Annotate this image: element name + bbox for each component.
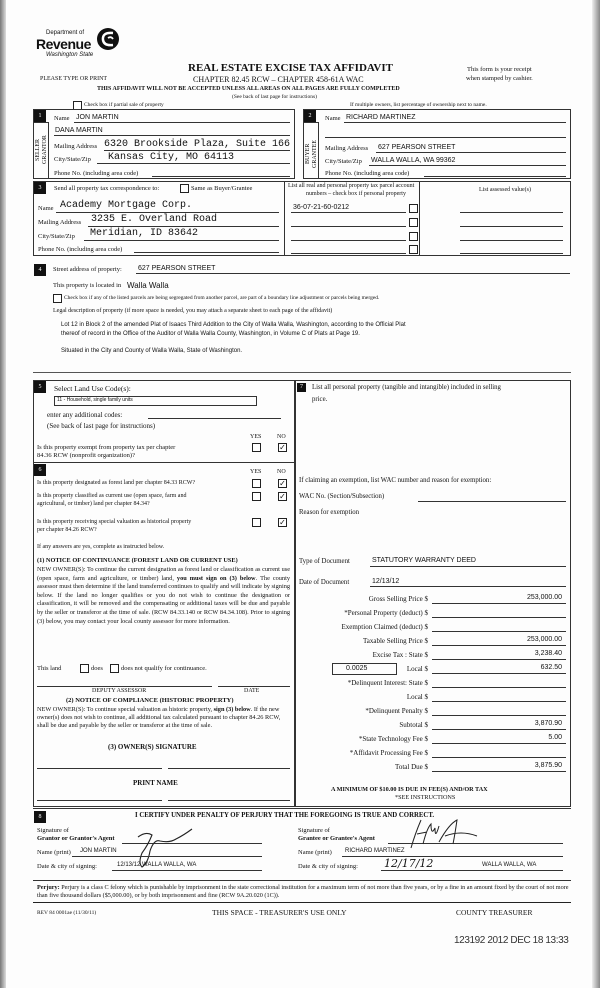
personal-property-deduct-line bbox=[432, 617, 566, 618]
section-2-number: 2 bbox=[304, 110, 316, 122]
form-title: REAL ESTATE EXCISE TAX AFFIDAVIT bbox=[188, 62, 393, 74]
delinquent-penalty-label: *Delinquent Penalty $ bbox=[365, 707, 428, 715]
notice-compliance-title: (2) NOTICE OF COMPLIANCE (HISTORIC PROPERTY) bbox=[66, 697, 234, 704]
excise-tax-state-line bbox=[432, 659, 566, 660]
perjury-certification: I CERTIFY UNDER PENALTY OF PERJURY THAT THE FOREGOING IS TRUE AND CORRECT. bbox=[135, 812, 435, 819]
forest-land-question: Is this property designated as forest land per chapter 84.33 RCW? bbox=[37, 480, 196, 486]
corr-address[interactable]: 3235 E. Overland Road bbox=[91, 214, 218, 225]
buyer-top-divider bbox=[303, 122, 318, 123]
subtotal-value[interactable]: 3,870.90 bbox=[534, 720, 562, 727]
seller-city[interactable]: Kansas City, MO 64113 bbox=[108, 152, 235, 163]
located-in-label: This property is located in bbox=[53, 282, 122, 289]
grantee-date-label: Date & city of signing: bbox=[298, 863, 358, 870]
same-as-buyer-checkbox[interactable] bbox=[180, 184, 189, 193]
affidavit-processing-fee-line bbox=[432, 757, 566, 758]
grantor-date-line bbox=[112, 870, 262, 871]
see-instructions-note: *SEE INSTRUCTIONS bbox=[395, 794, 456, 801]
exempt-no-checkbox[interactable]: ✓ bbox=[279, 443, 286, 452]
state-technology-fee-value[interactable]: 5.00 bbox=[548, 734, 562, 741]
grantee-name-label: Name (print) bbox=[298, 849, 332, 856]
wac-number-label: WAC No. (Section/Subsection) bbox=[299, 493, 385, 500]
partial-sale-label: Check box if partial sale of property bbox=[84, 102, 164, 108]
exempt-yes-checkbox[interactable] bbox=[252, 443, 261, 452]
excise-tax-state-label: Excise Tax : State $ bbox=[372, 651, 428, 659]
exemption-claimed-line bbox=[432, 631, 566, 632]
form-subtitle: CHAPTER 82.45 RCW – CHAPTER 458-61A WAC bbox=[193, 75, 364, 84]
does-label: does bbox=[91, 665, 103, 672]
property-located[interactable]: Walla Walla bbox=[127, 281, 169, 290]
grantor-signature-label-2: Grantor or Grantor's Agent bbox=[37, 835, 115, 842]
parcel-number-1[interactable]: 36-07-21-60-0212 bbox=[293, 204, 350, 211]
seller-phone-label: Phone No. (including area code) bbox=[54, 170, 139, 177]
seller-top-divider bbox=[33, 122, 48, 123]
grantee-signature-label-2: Grantee or Grantee's Agent bbox=[298, 835, 375, 842]
corr-name[interactable]: Academy Mortgage Corp. bbox=[60, 200, 193, 211]
multiple-owners-note: If multiple owners, list percentage of ownership next to name. bbox=[350, 102, 487, 108]
corr-phone-line bbox=[134, 252, 279, 253]
section5-bottom-rule bbox=[33, 462, 295, 463]
notice-compliance-body bbox=[37, 706, 290, 731]
grantor-name[interactable]: JON MARTIN bbox=[80, 848, 117, 854]
corr-address-line bbox=[88, 226, 279, 227]
grantor-label: GRANTOR bbox=[42, 135, 48, 165]
see-back-note: (See back of last page for instructions) bbox=[232, 94, 317, 100]
seller-city-line bbox=[97, 163, 290, 164]
print-name-line-2 bbox=[168, 800, 290, 801]
section-7-number: 7 bbox=[297, 383, 306, 392]
parcel-line-4 bbox=[291, 253, 406, 254]
logo-swirl-icon bbox=[96, 27, 120, 51]
treasurer-stamp: 123192 2012 DEC 18 13:33 bbox=[454, 935, 569, 946]
legal-description-line-2[interactable]: thereof of record in the Office of the Auditor of Walla Walla County, Washington, in Volume C of Plats at Page 19. bbox=[61, 331, 360, 337]
subtotal-label: Subtotal $ bbox=[399, 721, 428, 729]
qualifies-does-checkbox[interactable] bbox=[80, 664, 89, 673]
land-use-no-header: NO bbox=[277, 434, 286, 440]
please-type-label: PLEASE TYPE OR PRINT bbox=[40, 76, 108, 82]
section-3-number: 3 bbox=[34, 182, 46, 194]
delinquent-interest-state-label: *Delinquent Interest: State $ bbox=[347, 679, 428, 687]
land-use-yes-header: YES bbox=[250, 434, 262, 440]
current-use-question-1: Is this property classified as current use (open space, farm and bbox=[37, 493, 187, 499]
logo-line2: Revenue bbox=[36, 36, 91, 52]
excise-tax-local-label: Local $ bbox=[406, 665, 428, 673]
segregated-label: Check box if any of the listed parcels are being segregated from another parcel, are part of a boundary line adjustment or parcels being merged. bbox=[64, 295, 380, 301]
corr-city-line bbox=[84, 240, 279, 241]
perjury-bold-label: Perjury: bbox=[37, 884, 60, 891]
assessed-header: List assessed value(s) bbox=[479, 187, 531, 193]
warning-text: THIS AFFIDAVIT WILL NOT BE ACCEPTED UNLESS ALL AREAS ON ALL PAGES ARE FULLY COMPLETED bbox=[97, 86, 400, 92]
notice2-bold: sign (3) below bbox=[213, 706, 251, 713]
affidavit-processing-fee-label: *Affidavit Processing Fee $ bbox=[349, 749, 428, 757]
parcel-header-1: List all real and personal property tax parcel account bbox=[288, 183, 415, 189]
document-date-line bbox=[370, 586, 566, 587]
taxable-selling-price-value[interactable]: 253,000.00 bbox=[526, 636, 562, 643]
scan-edge-right bbox=[592, 0, 600, 988]
current-use-no-checkbox[interactable]: ✓ bbox=[279, 492, 286, 501]
exemption-label: If claiming an exemption, list WAC number and reason for exemption: bbox=[299, 477, 492, 484]
document-type[interactable]: STATUTORY WARRANTY DEED bbox=[372, 557, 476, 564]
if-yes-instruction: If any answers are yes, complete as instructed below. bbox=[37, 544, 165, 550]
land-use-see-back: (See back of last page for instructions) bbox=[47, 422, 156, 430]
historic-question-2: per chapter 84.26 RCW? bbox=[37, 527, 97, 533]
notice-continuance-title: (1) NOTICE OF CONTINUANCE (FOREST LAND OR CURRENT USE) bbox=[37, 557, 238, 564]
additional-codes-label: enter any additional codes: bbox=[47, 411, 123, 419]
legal-description-line-1[interactable]: Lot 12 in Block 2 of the amended Plat of Isaacs Third Addition to the City of Walla Walla, Washington, according to the Official Plat bbox=[61, 322, 406, 328]
receipt-note-2: when stamped by cashier. bbox=[466, 75, 533, 82]
section-5-number: 5 bbox=[34, 381, 46, 393]
buyer-address-label: Mailing Address bbox=[325, 145, 369, 152]
buyer-address[interactable]: 627 PEARSON STREET bbox=[378, 144, 456, 151]
historic-yes-checkbox[interactable] bbox=[252, 518, 261, 527]
buyer-city-label: City/State/Zip bbox=[325, 158, 362, 165]
seller-phone-line bbox=[152, 176, 290, 177]
personal-property-label-2: price. bbox=[312, 396, 328, 403]
exempt-question-line-2: 84.36 RCW (nonprofit organization)? bbox=[37, 452, 135, 459]
excise-tax-local-value[interactable]: 632.50 bbox=[540, 664, 562, 671]
grantee-signature[interactable] bbox=[405, 814, 480, 854]
receipt-note-1: This form is your receipt bbox=[467, 66, 532, 73]
document-type-label: Type of Document bbox=[299, 558, 350, 565]
corr-city-label: City/State/Zip bbox=[38, 233, 75, 240]
grantor-signature-label-1: Signature of bbox=[37, 827, 69, 834]
section4-bottom-rule bbox=[33, 372, 571, 373]
logo-line1: Department of bbox=[46, 30, 85, 36]
total-due-line bbox=[432, 771, 566, 772]
grantee-label: GRANTEE bbox=[312, 140, 318, 168]
seller-address[interactable]: 6320 Brookside Plaza, Suite 166 bbox=[104, 139, 291, 150]
treasurer-space-label: THIS SPACE - TREASURER'S USE ONLY bbox=[212, 908, 347, 917]
seller-name-line bbox=[74, 122, 290, 123]
gross-selling-price-value[interactable]: 253,000.00 bbox=[526, 594, 562, 601]
buyer-name-line bbox=[344, 122, 566, 123]
assessor-date-label: DATE bbox=[244, 688, 260, 694]
perjury-bottom-rule bbox=[33, 902, 571, 903]
qualifies-does-not-checkbox[interactable] bbox=[110, 664, 119, 673]
buyer-phone-label: Phone No. (including area code) bbox=[325, 170, 410, 177]
same-as-buyer-label: Same as Buyer/Grantee bbox=[191, 185, 253, 192]
seller-address-line bbox=[104, 150, 290, 151]
parcel-line-1 bbox=[291, 212, 406, 213]
dor-logo bbox=[36, 27, 116, 67]
property-street[interactable]: 627 PEARSON STREET bbox=[138, 265, 216, 272]
scan-edge-left bbox=[0, 0, 6, 988]
historic-no-checkbox[interactable]: ✓ bbox=[279, 518, 286, 527]
logo-line3: Washington State bbox=[46, 52, 94, 58]
exemption-claimed-label: Exemption Claimed (deduct) $ bbox=[341, 623, 428, 631]
send-correspondence-label: Send all property tax correspondence to: bbox=[54, 185, 160, 192]
parcel-header-2: numbers – check box if personal property bbox=[306, 191, 406, 197]
buyer-label: BUYER bbox=[305, 143, 311, 165]
parcel-2-personal-checkbox[interactable] bbox=[409, 218, 418, 227]
street-address-label: Street address of property: bbox=[53, 266, 122, 273]
delinquent-interest-local-line bbox=[432, 701, 566, 702]
state-technology-fee-label: *State Technology Fee $ bbox=[358, 735, 428, 743]
county-treasurer-label: COUNTY TREASURER bbox=[456, 908, 533, 917]
grantor-name-label: Name (print) bbox=[37, 849, 71, 856]
seller-name2-line bbox=[54, 135, 290, 136]
subtotal-line bbox=[432, 729, 566, 730]
seller-side-label bbox=[35, 126, 47, 174]
excise-tax-local-line bbox=[432, 673, 566, 674]
corr-name-line bbox=[56, 212, 279, 213]
minimum-fee-note: A MINIMUM OF $10.00 IS DUE IN FEE(S) AND/OR TAX bbox=[331, 786, 488, 793]
seller-name-2[interactable]: DANA MARTIN bbox=[55, 127, 103, 134]
delinquent-interest-local-label: Local $ bbox=[406, 693, 428, 701]
parcel-4-personal-checkbox[interactable] bbox=[409, 245, 418, 254]
local-rate-value: 0.0025 bbox=[346, 665, 368, 672]
total-due-label: Total Due $ bbox=[395, 763, 428, 771]
document-type-line bbox=[370, 566, 566, 567]
legal-description-line-3[interactable]: Situated in the City and County of Walla Walla, State of Washington. bbox=[61, 348, 243, 354]
grantee-signature-label-1: Signature of bbox=[298, 827, 330, 834]
parcel-1-personal-checkbox[interactable] bbox=[409, 204, 418, 213]
buyer-name-label: Name bbox=[325, 115, 341, 122]
excise-tax-state-value[interactable]: 3,238.40 bbox=[534, 650, 562, 657]
parcel-3-personal-checkbox[interactable] bbox=[409, 232, 418, 241]
assessed-line-2 bbox=[460, 226, 563, 227]
section-6-number: 6 bbox=[34, 464, 46, 476]
parcel-line-2 bbox=[291, 226, 406, 227]
land-use-selected: 11 - Household, single family units bbox=[57, 397, 133, 403]
seller-label: SELLER bbox=[35, 139, 41, 161]
exemption-reason-label: Reason for exemption bbox=[299, 509, 360, 516]
grantee-date-line bbox=[381, 870, 563, 871]
corr-phone-label: Phone No. (including area code) bbox=[38, 246, 123, 253]
assessed-line-1 bbox=[460, 212, 563, 213]
delinquent-penalty-line bbox=[432, 715, 566, 716]
notice-continuance-body bbox=[37, 566, 290, 626]
delinquent-interest-state-line bbox=[432, 687, 566, 688]
personal-property-label-1: List all personal property (tangible and intangible) included in selling bbox=[312, 384, 501, 391]
grantee-city[interactable]: WALLA WALLA, WA bbox=[482, 862, 537, 868]
legal-description-label: Legal description of property (if more space is needed, you may attach a separate sheet to each page of the affidavit) bbox=[53, 308, 333, 314]
seller-name-1[interactable]: JON MARTIN bbox=[76, 114, 119, 121]
section3-divider-1 bbox=[284, 181, 285, 256]
forest-yes-checkbox[interactable] bbox=[252, 479, 261, 488]
document-date-label: Date of Document bbox=[299, 579, 350, 586]
perjury-text: Perjury is a class C felony which is punishable by imprisonment in the state correctional institution for a maximum term of not more than five years, or by a fine in an amount fixed by the court of not more than five thousand dollars ($5,000.00), or by both imprisonment and fine (RCW 9A.20.020 (1C)). bbox=[37, 884, 569, 899]
perjury-statement bbox=[37, 884, 569, 900]
forest-no-checkbox[interactable]: ✓ bbox=[279, 479, 286, 488]
grantee-name[interactable]: RICHARD MARTINEZ bbox=[345, 848, 405, 854]
does-not-label: does not qualify for continuance. bbox=[121, 665, 207, 672]
historic-question-1: Is this property receiving special valuation as historical property bbox=[37, 519, 192, 525]
buyer-city-line bbox=[369, 165, 566, 166]
assessed-line-4 bbox=[460, 253, 563, 254]
buyer-address-line bbox=[376, 152, 566, 153]
parcel-line-3 bbox=[291, 240, 406, 241]
personal-property-deduct-label: *Personal Property (deduct) $ bbox=[344, 609, 428, 617]
notice1-bold: you must sign on (3) below bbox=[176, 574, 256, 582]
section-4-number: 4 bbox=[34, 264, 46, 276]
buyer-name2-line bbox=[325, 137, 566, 138]
seller-name-label: Name bbox=[54, 115, 70, 122]
grantor-name-line bbox=[72, 856, 262, 857]
state-technology-fee-line bbox=[432, 743, 566, 744]
owner-signature-label: (3) OWNER(S) SIGNATURE bbox=[108, 743, 197, 751]
wac-number-line bbox=[418, 501, 566, 502]
owner-signature-line-1 bbox=[37, 768, 162, 769]
document-date[interactable]: 12/13/12 bbox=[372, 578, 400, 585]
corr-name-label: Name bbox=[38, 205, 54, 212]
grantee-name-line bbox=[342, 856, 563, 857]
print-name-line-1 bbox=[37, 800, 162, 801]
class-yes-header: YES bbox=[250, 469, 262, 475]
buyer-name[interactable]: RICHARD MARTINEZ bbox=[346, 114, 416, 121]
taxable-selling-price-line bbox=[432, 645, 566, 646]
grantor-date-city[interactable]: 12/13/12 WALLA WALLA, WA bbox=[117, 862, 197, 868]
current-use-question-2: agricultural, or timber) land per chapter 84.34? bbox=[37, 501, 150, 507]
this-land-label: This land bbox=[37, 665, 62, 672]
segregated-checkbox[interactable] bbox=[53, 294, 62, 303]
section3-divider-2 bbox=[419, 181, 420, 256]
print-name-label: PRINT NAME bbox=[133, 779, 178, 787]
taxable-selling-price-label: Taxable Selling Price $ bbox=[362, 637, 428, 645]
notice2-text-a: NEW OWNER(S): To continue special valuation as historic property, bbox=[37, 706, 213, 713]
land-use-label: Select Land Use Code(s): bbox=[54, 384, 131, 393]
grantee-date-handwritten[interactable]: 12/17/12 bbox=[384, 857, 434, 870]
gross-selling-price-line bbox=[432, 603, 566, 604]
seller-city-label: City/State/Zip bbox=[54, 156, 91, 163]
buyer-side-label bbox=[305, 132, 317, 176]
notice1-text-b: . The county assessor must then determine if the land transferred continues to qualify and will indicate by signing below. If the land no longer qualifies or you do not wish to continue the designation or classification, it will be removed and the compensating or additional taxes will be due and payable by the seller or transferor at the time of sale. (RCW 84.33.140 or RCW 84.34.108). Prior to signing (3) below, you may contact your local county assessor for more information. bbox=[37, 574, 290, 625]
seller-address-label: Mailing Address bbox=[54, 143, 98, 150]
corr-city[interactable]: Meridian, ID 83642 bbox=[90, 228, 199, 239]
deputy-assessor-line bbox=[37, 686, 212, 687]
buyer-phone-line bbox=[424, 176, 566, 177]
grantor-date-label: Date & city of signing: bbox=[37, 863, 97, 870]
class-no-header: NO bbox=[277, 469, 286, 475]
buyer-city[interactable]: WALLA WALLA, WA 99362 bbox=[371, 157, 456, 164]
deputy-assessor-label: DEPUTY ASSESSOR bbox=[92, 688, 147, 694]
additional-codes-line bbox=[148, 418, 281, 419]
corr-address-label: Mailing Address bbox=[38, 219, 82, 226]
total-due-value[interactable]: 3,875.90 bbox=[534, 762, 562, 769]
notice2-text-b: . If the new owner(s) does not wish to continue, all additional tax calculated pursuant to chapter 84.26 RCW, shall be due and payable by the seller or transferor at the time of sale. bbox=[37, 706, 281, 730]
notice1-text-a: NEW OWNER(S): To continue the current designation as forest land or classification as current use (open space, farm and agriculture, or timber) land, bbox=[37, 566, 290, 582]
current-use-yes-checkbox[interactable] bbox=[252, 492, 261, 501]
street-address-line bbox=[136, 273, 570, 274]
form-revision: REV 84 0001ae (11/30/11) bbox=[37, 910, 97, 916]
section-1-number: 1 bbox=[34, 110, 46, 122]
gross-selling-price-label: Gross Selling Price $ bbox=[368, 595, 428, 603]
exempt-question-line-1: Is this property exempt from property tax per chapter bbox=[37, 444, 176, 451]
assessed-line-3 bbox=[460, 240, 563, 241]
section-8-number: 8 bbox=[34, 811, 46, 823]
